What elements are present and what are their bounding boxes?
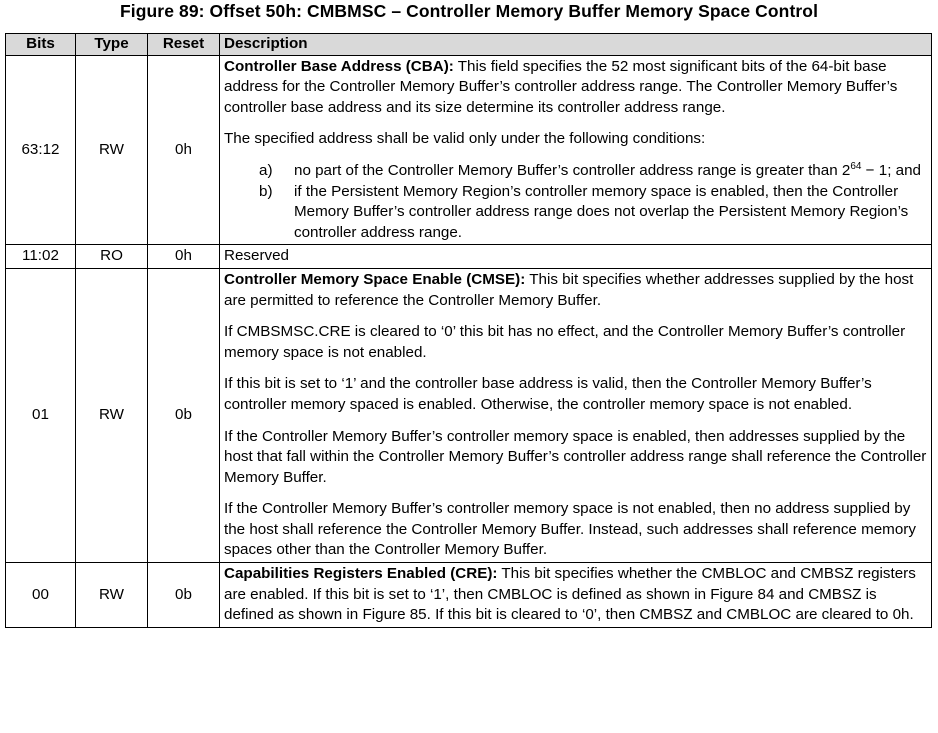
description-paragraph bbox=[224, 270, 927, 311]
field-title: Controller Base Address (CBA): bbox=[224, 57, 454, 75]
register-table bbox=[5, 33, 932, 628]
header-type: Type bbox=[76, 34, 148, 56]
header-row bbox=[6, 34, 932, 56]
condition-text: no part of the Controller Memory Buffer’s controller address range is greater than 2 bbox=[294, 161, 851, 179]
conditions-list bbox=[224, 161, 927, 243]
reset-cell: 0b bbox=[148, 563, 220, 628]
description-cell bbox=[220, 563, 932, 628]
list-marker: a) bbox=[259, 161, 273, 179]
type-cell: RO bbox=[76, 245, 148, 269]
list-marker: b) bbox=[259, 182, 273, 200]
figure-title: Figure 89: Offset 50h: CMBMSC – Controller Memory Buffer Memory Space Control bbox=[119, 1, 819, 21]
description-paragraph: If the Controller Memory Buffer’s controller memory space is not enabled, then no address supplied by the host shall reference the Controller Memory Buffer. Instead, such addresses shall reference memory spaces other than the Controller Memory Buffer. bbox=[224, 500, 916, 559]
exponent: 64 bbox=[850, 160, 862, 172]
condition-text: − 1; and bbox=[861, 161, 921, 179]
header-reset: Reset bbox=[148, 34, 220, 56]
condition-a bbox=[259, 161, 927, 182]
field-title: Controller Memory Space Enable (CMSE): bbox=[224, 270, 526, 288]
header-description: Description bbox=[220, 34, 932, 56]
reset-cell: 0h bbox=[148, 55, 220, 245]
header-bits: Bits bbox=[6, 34, 76, 56]
field-text: This field specifies the 52 most significant bits of the 64-bit base address for the Controller Memory Buffer’s controller address range. The Controller Memory Buffer’s controller base address and its size determine its controller address range. bbox=[224, 57, 898, 116]
description-cell bbox=[220, 268, 932, 562]
field-text: This bit specifies whether the CMBLOC and CMBSZ registers are enabled. If this bit is set to ‘1’, then CMBLOC is defined as shown in Figure 84 and CMBSZ is defined as shown in Figure 85. If this bit is cleared to ‘0’, then CMBSZ and CMBLOC are cleared to 0h. bbox=[224, 565, 916, 624]
condition-b bbox=[259, 182, 927, 244]
type-cell: RW bbox=[76, 55, 148, 245]
table-row-cre bbox=[6, 563, 932, 628]
bits-cell: 63:12 bbox=[6, 55, 76, 245]
table-row-reserved bbox=[6, 245, 932, 269]
description-paragraph: If CMBSMSC.CRE is cleared to ‘0’ this bit has no effect, and the Controller Memory Buffer’s controller memory space is not enabled. bbox=[224, 323, 906, 361]
field-text: This bit specifies whether addresses supplied by the host are permitted to reference the Controller Memory Buffer. bbox=[224, 270, 914, 309]
description-paragraph bbox=[224, 564, 927, 626]
condition-text: if the Persistent Memory Region’s controller memory space is enabled, then the Controller Memory Buffer’s controller address range does not overlap the Persistent Memory Region’s controller address range. bbox=[294, 182, 909, 241]
description-paragraph bbox=[224, 57, 927, 119]
bits-cell: 00 bbox=[6, 563, 76, 628]
type-cell: RW bbox=[76, 563, 148, 628]
reset-cell: 0h bbox=[148, 245, 220, 269]
description-paragraph: If this bit is set to ‘1’ and the controller base address is valid, then the Controller Memory Buffer’s controller memory spaced is enabled. Otherwise, the controller memory space is not enabled. bbox=[224, 375, 872, 413]
bits-cell: 01 bbox=[6, 268, 76, 562]
type-cell: RW bbox=[76, 268, 148, 562]
field-title: Capabilities Registers Enabled (CRE): bbox=[224, 565, 498, 583]
table-row-cmse bbox=[6, 268, 932, 562]
reset-cell: 0b bbox=[148, 268, 220, 562]
table-row-cba bbox=[6, 55, 932, 245]
description-cell bbox=[220, 55, 932, 245]
bits-cell: 11:02 bbox=[6, 245, 76, 269]
description-cell: Reserved bbox=[220, 245, 932, 269]
description-paragraph: If the Controller Memory Buffer’s controller memory space is enabled, then addresses supplied by the host that fall within the Controller Memory Buffer’s controller address range shall reference the Controller Memory Buffer. bbox=[224, 427, 927, 486]
description-paragraph: The specified address shall be valid only under the following conditions: bbox=[224, 130, 706, 148]
